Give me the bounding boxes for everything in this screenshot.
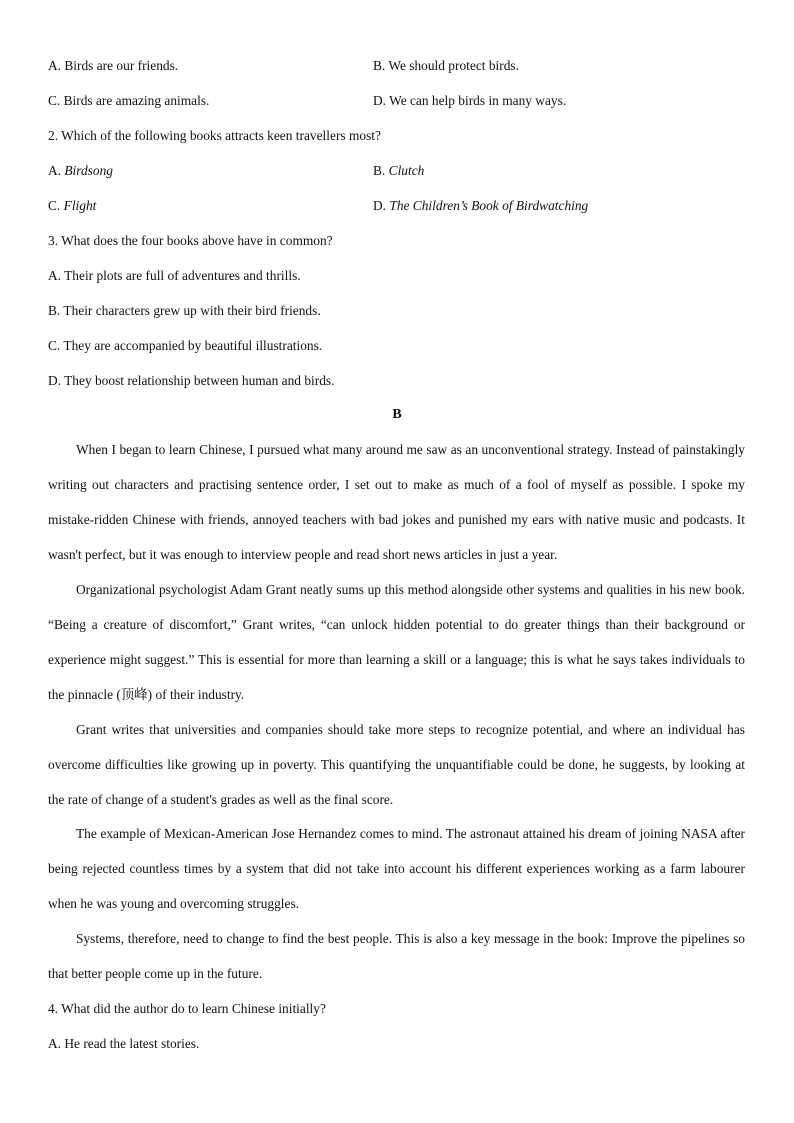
- q1-option-a: A. Birds are our friends.: [48, 58, 179, 73]
- passage-paragraph-4: The example of Mexican-American Jose Hernandez comes to mind. The astronaut attained his dream of joining NASA after being rejected countless times by a system that did not take into account his different experiences working as a farm labourer when he was young and overcoming struggles.: [48, 826, 745, 911]
- q2-option-b-letter: B.: [373, 163, 389, 178]
- passage-paragraph-2: Organizational psychologist Adam Grant neatly sums up this method alongside other systems and qualities in his new book. “Being a creature of discomfort,” Grant writes, “can unlock hidden potential to do greater things than their background or experience might suggest.” This is essential for more than learning a skill or a language; this is what he says takes individuals to the pinnacle (顶峰) of their industry.: [48, 582, 745, 702]
- q1-option-b: B. We should protect birds.: [373, 58, 519, 73]
- q2-option-b: [373, 153, 424, 188]
- q2-option-d-letter: D.: [373, 198, 390, 213]
- q2-option-c-letter: C.: [48, 198, 64, 213]
- q2-options-row-1: [48, 153, 748, 188]
- passage-paragraph-3: Grant writes that universities and companies should take more steps to recognize potential, and where an individual has overcome difficulties like growing up in poverty. This quantifying the unquantifiable could be done, he suggests, by looking at the rate of change of a student's grades as well as the final score.: [48, 722, 745, 807]
- q3-stem: 3. What does the four books above have in common?: [48, 233, 333, 248]
- passage-paragraph-5: Systems, therefore, need to change to find the best people. This is also a key message in the book: Improve the pipelines so that better people come up in the future.: [48, 931, 745, 981]
- q2-option-a-letter: A.: [48, 163, 65, 178]
- q3-option-a: A. Their plots are full of adventures and thrills.: [48, 268, 301, 283]
- q2-option-b-title: Clutch: [388, 163, 425, 178]
- q4-stem: 4. What did the author do to learn Chinese initially?: [48, 1001, 326, 1016]
- q3-option-d: D. They boost relationship between human and birds.: [48, 373, 335, 388]
- q2-option-c: [48, 188, 96, 223]
- q2-option-d: [373, 188, 588, 223]
- section-title: B: [392, 407, 402, 422]
- q4-option-a: A. He read the latest stories.: [48, 1036, 200, 1051]
- q2-options-row-2: [48, 188, 748, 223]
- passage-paragraph-1: When I began to learn Chinese, I pursued what many around me saw as an unconventional strategy. Instead of painstakingly writing out characters and practising sentence order, I set out to make as much of a fool of myself as possible. I spoke my mistake-ridden Chinese with friends, annoyed teachers with bad jokes and punished my ears with native music and podcasts. It wasn't perfect, but it was enough to interview people and read short news articles in just a year.: [48, 442, 745, 562]
- q2-option-a-title: Birdsong: [64, 163, 113, 178]
- q2-option-a: [48, 153, 113, 188]
- q2-stem: 2. Which of the following books attracts keen travellers most?: [48, 128, 381, 143]
- q3-option-b: B. Their characters grew up with their bird friends.: [48, 303, 321, 318]
- q1-options-row-1: [48, 48, 748, 83]
- q1-option-d: D. We can help birds in many ways.: [373, 93, 567, 108]
- q2-option-c-title: Flight: [63, 198, 97, 213]
- q3-option-c: C. They are accompanied by beautiful illustrations.: [48, 338, 323, 353]
- q1-options-row-2: [48, 83, 748, 118]
- q2-option-d-title: The Children’s Book of Birdwatching: [389, 198, 589, 213]
- q1-option-c: C. Birds are amazing animals.: [48, 93, 210, 108]
